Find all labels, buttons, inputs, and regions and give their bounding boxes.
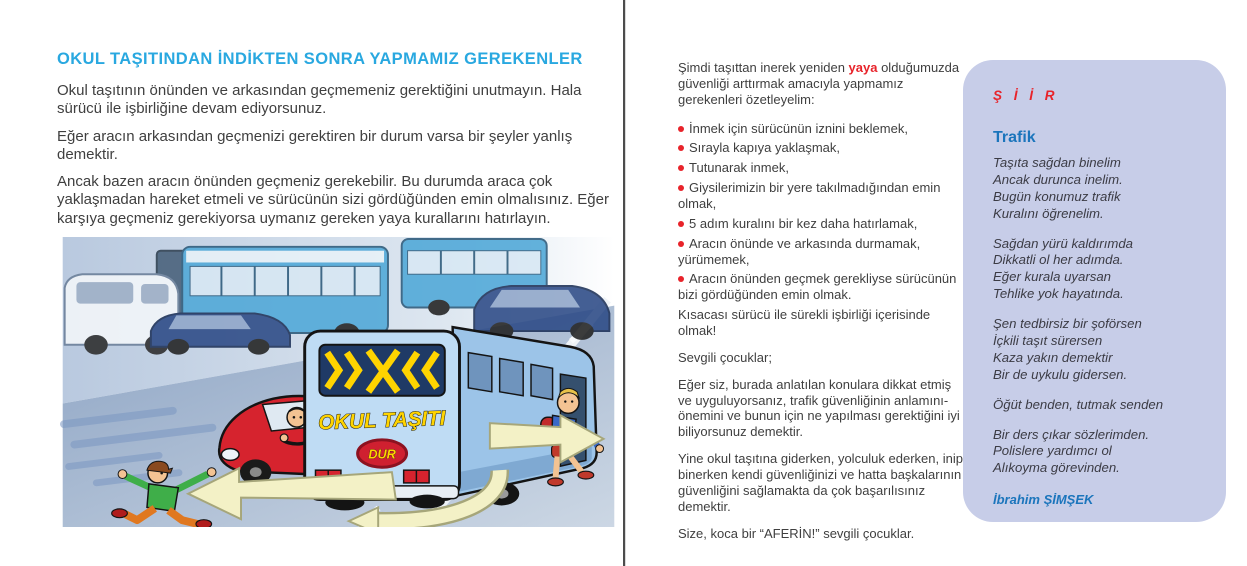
right-paragraph-2: Sevgili çocuklar; — [678, 349, 772, 365]
bullet-text: Giysilerimizin bir yere takılmadığından emin olmak, — [678, 180, 941, 212]
child-leg-1 — [556, 457, 558, 479]
bullet-dot-icon — [678, 241, 684, 247]
poem-line: Kaza yakın demektir — [993, 349, 1113, 365]
right-paragraph-1: Kısacası sürücü ile sürekli işbirliği içerisinde olmak! — [678, 307, 931, 339]
poem-line: Alıkoyma görevinden. — [993, 460, 1120, 476]
poem-line: İçkili taşıt sürersen — [993, 333, 1103, 349]
bullet-dot-icon — [678, 145, 684, 151]
poem-stanza-4 — [993, 397, 1196, 414]
dark-sedan-2 — [474, 286, 609, 340]
poem-title: Trafik — [993, 129, 1036, 146]
right-paragraph-4: Yine okul taşıtına giderken, yolculuk ederken, inip binerken kendi güvenliğinizi ve hatta başkalarının güvenliğini sağlamakta da çok başarılısınız demektir. — [678, 451, 963, 514]
right-paragraph-3: Eğer siz, burada anlatılan konulara dikkat etmiş ve uyguluyorsanız, trafik güvenliğinin anlamını-önemini ve bunun için ne yapılması gerektiğini iyi biliyorsunuz demektir. — [678, 376, 960, 440]
bullet-text: Aracın önünden geçmek gerekliyse sürücünün bizi gördüğünden emin olmak. — [678, 271, 957, 303]
poem-section-label: Ş İ İ R — [993, 88, 1059, 103]
right-paragraph-5: Size, koca bir “AFERİN!” sevgili çocuklar. — [678, 525, 915, 541]
left-page — [57, 50, 620, 527]
poem-line: Polislere yardımcı ol — [993, 443, 1112, 459]
bullet-dot-icon — [678, 165, 684, 171]
school-bus-illustration — [57, 237, 620, 527]
list-item — [678, 121, 965, 137]
poem-box — [963, 60, 1226, 522]
bullet-text: 5 adım kuralını bir kez daha hatırlamak, — [689, 215, 918, 231]
intro-highlight-yaya: yaya — [848, 60, 878, 75]
list-item — [678, 140, 965, 156]
safety-bullet-list — [678, 121, 965, 304]
poem-stanza-3 — [993, 316, 1196, 384]
poem-line: Ancak durunca inelim. — [993, 171, 1123, 187]
bullet-text: Aracın önünde ve arkasında durmamak, yürümemek, — [678, 235, 921, 267]
poem-line: Bir ders çıkar sözlerimden. — [993, 426, 1150, 442]
poem-stanza-1 — [993, 155, 1196, 223]
left-paragraph-3: Ancak bazen aracın önünden geçmeniz gerekebilir. Bu durumda araca çok yaklaşmadan hareket etmeli ve sürücünün sizi gördüğünden emin olmalısınız. Eğer karşıya geçmeniz gerekiyorsa uymanız gereken yaya kurallarını hatırlayın. — [57, 173, 609, 227]
bus-side-window-3 — [531, 364, 553, 399]
poem-stanza-5 — [993, 427, 1196, 478]
left-paragraph-2: Eğer aracın arkasından geçmenizi gerektiren bir durum varsa bir şeyler yanlış demektir. — [57, 127, 573, 163]
poem-line: Sağdan yürü kaldırımda — [993, 235, 1134, 251]
bullet-dot-icon — [678, 126, 684, 132]
intro-after: olduğumuzda güvenliği arttırmak amacıyla yapmamız gerekenleri özetleyelim: — [678, 60, 960, 107]
poem-line: Bugün konumuz trafik — [993, 188, 1121, 204]
poem-line: Taşıta sağdan binelim — [993, 155, 1121, 170]
list-item — [678, 236, 965, 268]
poem-line: Eğer kurala uyarsan — [993, 269, 1112, 285]
okul-tasiti-text: OKUL TAŞITI — [317, 406, 446, 435]
list-item — [678, 160, 965, 176]
left-paragraph-1: Okul taşıtının önünden ve arkasından geçmemeniz gerektiğini unutmayın. Hala sürücü ile işbirliğine devam ediyorsunuz. — [57, 82, 582, 118]
intro-paragraph — [678, 60, 965, 108]
list-item — [678, 180, 965, 212]
boy-shoe-1 — [112, 509, 128, 518]
poem-line: Bir de uykulu gidersen. — [993, 366, 1128, 382]
intro-before: Şimdi taşıttan inerek yeniden — [678, 60, 849, 75]
dur-sign — [358, 440, 407, 467]
right-page — [678, 60, 965, 552]
car-headlight — [221, 449, 239, 461]
dur-sign-text: DUR — [368, 446, 396, 462]
poem-line: Dikkatli ol her adımda. — [993, 252, 1124, 268]
bullet-dot-icon — [678, 185, 684, 191]
bullet-text: Tutunarak inmek, — [689, 160, 789, 176]
bus-side-window-1 — [468, 353, 492, 392]
poem-line: Kuralını öğrenelim. — [993, 205, 1104, 221]
boy-shoe-2 — [196, 520, 212, 527]
bullet-text: İnmek için sürücünün iznini beklemek, — [689, 120, 908, 136]
bullet-dot-icon — [678, 221, 684, 227]
bus-side-window-2 — [500, 359, 524, 396]
bullet-text: Sırayla kapıya yaklaşmak, — [689, 140, 841, 156]
list-item — [678, 271, 965, 303]
poem-author: İbrahim ŞİMŞEK — [993, 492, 1094, 508]
poem-line: Şen tedbirsiz bir şoförsen — [993, 316, 1142, 332]
page-fold-divider — [623, 0, 625, 566]
list-item — [678, 216, 965, 232]
poem-stanza-2 — [993, 236, 1196, 304]
bullet-dot-icon — [678, 276, 684, 282]
page-title: OKUL TAŞITINDAN İNDİKTEN SONRA YAPMAMIZ GEREKENLER — [57, 50, 583, 68]
poem-line: Tehlike yok hayatında. — [993, 286, 1124, 302]
poem-line: Öğüt benden, tutmak senden — [993, 396, 1164, 412]
